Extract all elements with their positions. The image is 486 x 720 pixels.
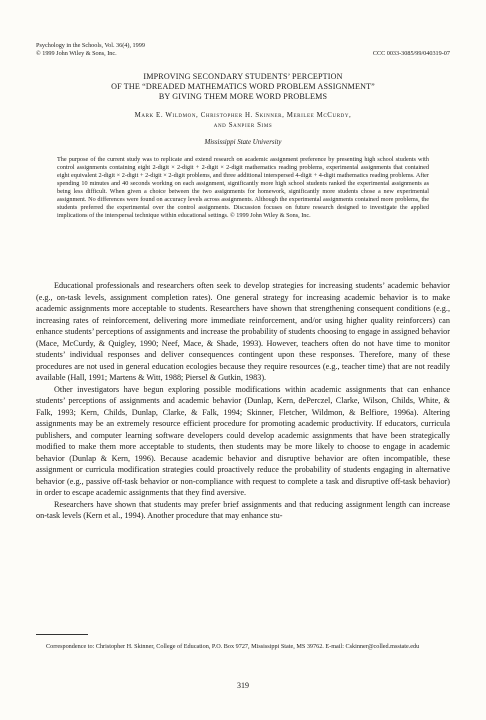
body-paragraph-2: Other investigators have begun exploring possible modifications within academic assignments that can enhance students’ perceptions of assignments and academic behavior (Dunlap, Kern, dePerczel, Clarke, Wilson, Childs, White, & Falk, 1993; Kern, Childs, Dunlap, Clarke, & Falk, 1994; Skinner, Fletcher, Wildmon, & Belfiore, 1996a). Altering assignments may be an extremely resource efficient procedure for promoting academic productivity. If educators, curricula publishers, and computer learning software developers could develop academic assignments that have been strategically modified to make them more acceptable to students, then students may be more likely to choose to engage in academic behavior (Dunlap & Kern, 1996). Because academic behavior and disruptive behavior are often incompatible, these assignment or curricula modification strategies could proactively reduce the probability of students engaging in alternative behavior (e.g., passive off-task behavior or non-compliance with request to complete a task and disruptive off-task behavior) in order to escape academic assignments that they find aversive. <box>36 384 450 497</box>
journal-citation <box>36 42 145 58</box>
ccc-code: CCC 0033-3085/99/040319-07 <box>372 49 450 57</box>
correspondence-footnote: Correspondence to: Christopher H. Skinner, College of Education, P.O. Box 9727, Mississippi State, MS 39762. E-mail: Cskinner@colled.msstate.edu <box>46 643 420 650</box>
authors-line-1: Mark E. Wildmon, Christopher H. Skinner, Merilee McCurdy, <box>134 112 352 119</box>
body-paragraph-3: Researchers have shown that students may prefer brief assignments and that reducing assignment length can increase on-task levels (Kern et al., 1994). Another procedure that may enhance stu- <box>36 499 450 520</box>
affiliation: Mississippi State University <box>204 139 282 146</box>
journal-line-1: Psychology in the Schools, Vol. 36(4), 1999 <box>36 42 145 49</box>
footnote-rule <box>36 634 88 635</box>
title-line-2: OF THE “DREADED MATHEMATICS WORD PROBLEM ASSIGNMENT” <box>111 82 375 92</box>
author-list <box>36 111 450 131</box>
body-paragraph-1: Educational professionals and researchers often seek to develop strategies for increasing students’ academic behavior (e.g., on-task levels, assignment completion rates). One general strategy for increasing academic behavior is to make academic assignments more acceptable to students. Researchers have shown that strengthening consequent conditions (e.g., increasing rates of reinforcement, delivering more immediate reinforcement, and/or using higher quality reinforcers) can enhance students’ perceptions of assignments and increase the probability of students choosing to engage in assigned behavior (Mace, McCurdy, & Quigley, 1990; Neef, Mace, & Shade, 1993). However, teachers often do not have time to monitor students’ individual responses and deliver consequences contingent upon these responses. Therefore, many of these procedures are not used in general education ecologies because they require resources (e.g., teacher time) that are not readily available (Hall, 1991; Martens & Witt, 1988; Piersel & Gutkin, 1983). <box>36 281 450 382</box>
authors-line-2: and Sanpier Sims <box>213 122 273 129</box>
page-number: 319 <box>237 681 249 690</box>
title-line-3: BY GIVING THEM MORE WORD PROBLEMS <box>158 92 328 102</box>
journal-line-2: © 1999 John Wiley & Sons, Inc. <box>36 49 117 57</box>
title-line-1: IMPROVING SECONDARY STUDENTS’ PERCEPTION <box>143 72 343 81</box>
article-title <box>36 72 450 103</box>
body-text <box>36 280 450 522</box>
abstract: The purpose of the current study was to replicate and extend research on academic assignment preference by presenting high school students with control assignments containing eight 2-digit × 2-digit + 2-digit × 2-digit mathematics reading problems, experimental assignments that contained eight equivalent 2-digit × 2-digit + 2-digit × 2-digit problems, and three additional interspersed 4-digit + 4-digit mathematics reading problems. After spending 10 minutes and 40 seconds working on each assignment, significantly more high school students ranked the experimental assignments as being less difficult. When given a choice between the two assignments for homework, significantly more students chose a new experimental assignment. No differences were found on accuracy levels across assignments. Although the experimental assignments contained more problems, the students preferred the experimental over the control assignments. Discussion focuses on future research designed to investigate the applied implications of the interspersal technique within educational settings. © 1999 John Wiley & Sons, Inc. <box>57 156 429 219</box>
